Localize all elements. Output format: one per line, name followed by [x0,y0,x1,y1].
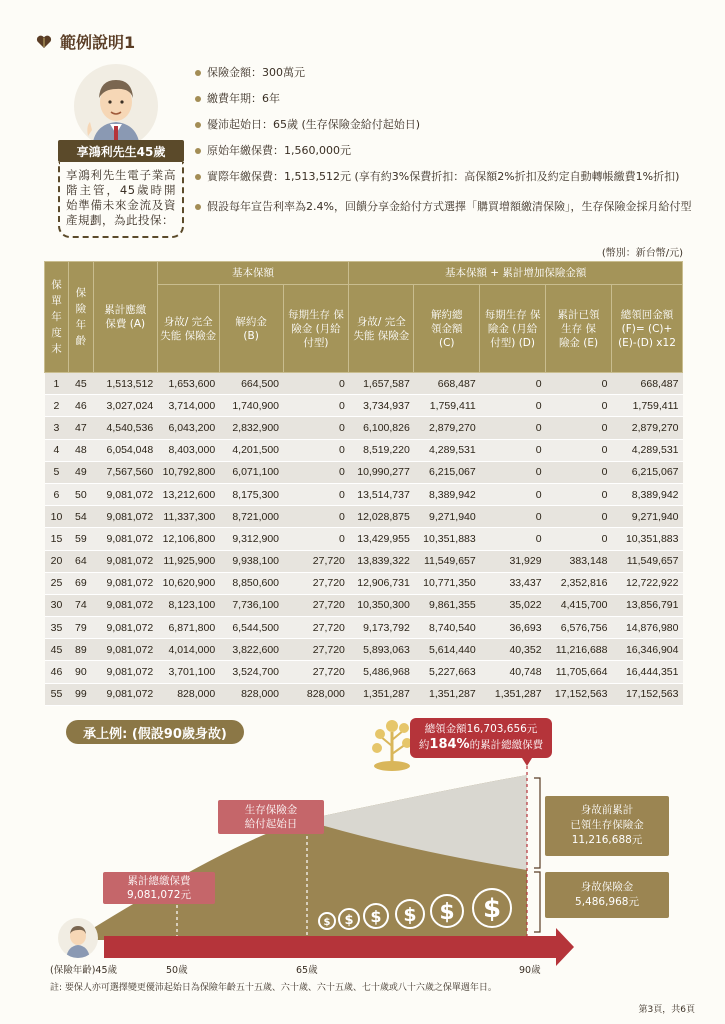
table-cell: 828,000 [283,683,349,705]
table-cell: 9,271,940 [414,506,480,528]
benefit-table [44,261,683,706]
total-premium-label: 累計總繳保費 9,081,072元 [103,872,215,904]
table-cell: 46 [45,661,69,683]
timeline-avatar [58,918,98,958]
table-cell: 45 [68,373,93,395]
table-cell: 11,705,664 [546,661,612,683]
table-cell: 1,351,287 [480,683,546,705]
table-cell: 0 [283,417,349,439]
table-cell: 5,227,663 [414,661,480,683]
table-cell: 828,000 [219,683,283,705]
table-cell: 11,337,300 [157,506,219,528]
table-cell: 0 [546,461,612,483]
table-cell: 4,415,700 [546,594,612,616]
table-cell: 8,519,220 [349,439,414,461]
total-return-callout: 總領金額16,703,656元 約184%的累計總繳保費 [410,718,552,758]
table-row [45,417,683,439]
table-cell: 36,693 [480,617,546,639]
table-row [45,639,683,661]
table-cell: 9,271,940 [611,506,682,528]
detail-item: 繳費年期：6年 [195,92,695,106]
table-cell: 2,352,816 [546,572,612,594]
table-cell: 49 [68,461,93,483]
header-year: 保單年度末 [45,262,69,373]
section-title-text: 範例說明1 [60,33,136,52]
table-cell: 74 [68,594,93,616]
svg-text:$: $ [344,913,354,928]
table-cell: 1,653,600 [157,373,219,395]
detail-item: 原始年繳保費：1,560,000元 [195,144,695,158]
table-row [45,373,683,395]
table-cell: 11,925,900 [157,550,219,572]
header-total-cumulative: 累計已領 生存 保險金 (E) [546,285,612,373]
table-cell: 0 [283,461,349,483]
table-cell: 27,720 [283,639,349,661]
table-cell: 13,856,791 [611,594,682,616]
header-premium: 累計應繳保費 (A) [93,262,157,373]
table-cell: 8,123,100 [157,594,219,616]
table-row [45,550,683,572]
header-total-surrender: 解約總 領金額 (C) [414,285,480,373]
table-cell: 12,028,875 [349,506,414,528]
header-total-return: 總領回金額 (F)= (C)+(E)-(D) x12 [611,285,682,373]
table-cell: 11,216,688 [546,639,612,661]
table-cell: 35,022 [480,594,546,616]
axis-start-label: (保險年齡)45歲 [50,965,118,976]
table-cell: 8,721,000 [219,506,283,528]
table-cell: 6 [45,483,69,505]
table-cell: 0 [480,373,546,395]
table-cell: 9,938,100 [219,550,283,572]
person-avatar [74,64,158,148]
table-cell: 9,081,072 [93,594,157,616]
table-cell: 10,351,883 [414,528,480,550]
table-cell: 3,027,024 [93,395,157,417]
table-cell: 5,893,063 [349,639,414,661]
table-cell: 0 [480,417,546,439]
table-cell: 10,350,300 [349,594,414,616]
detail-item: 假設每年宣告利率為2.4%，回饋分享金給付方式選擇「購買增額繳清保險」，生存保險金採月給付型 [195,196,695,218]
table-cell: 27,720 [283,617,349,639]
table-cell: 27,720 [283,550,349,572]
table-cell: 13,212,600 [157,483,219,505]
table-cell: 0 [480,528,546,550]
table-cell: 12,106,800 [157,528,219,550]
table-cell: 6,043,200 [157,417,219,439]
table-cell: 10,351,883 [611,528,682,550]
table-cell: 9,081,072 [93,506,157,528]
table-cell: 0 [283,439,349,461]
table-cell: 33,437 [480,572,546,594]
table-cell: 1,759,411 [414,395,480,417]
axis-tick-90: 90歲 [519,965,541,976]
header-group-total: 基本保額 + 累計增加保險金額 [349,262,683,285]
survival-start-label: 生存保險金 給付起始日 [218,800,324,834]
table-cell: 1,657,587 [349,373,414,395]
table-cell: 12,906,731 [349,572,414,594]
table-row [45,572,683,594]
table-cell: 4,540,536 [93,417,157,439]
table-cell: 2,879,270 [611,417,682,439]
table-cell: 13,839,322 [349,550,414,572]
svg-text:$: $ [323,917,331,928]
table-cell: 668,487 [414,373,480,395]
table-cell: 9,081,072 [93,550,157,572]
table-cell: 5,614,440 [414,639,480,661]
table-cell: 0 [480,439,546,461]
table-cell: 8,740,540 [414,617,480,639]
table-cell: 0 [546,483,612,505]
header-basic-death: 身故/ 完全失能 保險金 [157,285,219,373]
policy-details [195,66,695,230]
table-cell: 3,714,000 [157,395,219,417]
header-total-death: 身故/ 完全失能 保險金 [349,285,414,373]
table-cell: 1,351,287 [414,683,480,705]
table-cell: 0 [283,483,349,505]
table-cell: 4 [45,439,69,461]
table-cell: 50 [68,483,93,505]
table-cell: 0 [546,439,612,461]
table-cell: 35 [45,617,69,639]
table-cell: 9,081,072 [93,572,157,594]
svg-text:$: $ [370,907,382,926]
table-row [45,395,683,417]
table-cell: 1,740,900 [219,395,283,417]
table-cell: 40,352 [480,639,546,661]
header-basic-survival: 每期生存 保險金 (月給付型) [283,285,349,373]
table-cell: 0 [546,506,612,528]
table-cell: 31,929 [480,550,546,572]
death-benefit-label: 身故保險金 5,486,968元 [545,872,669,918]
table-cell: 10,990,277 [349,461,414,483]
table-cell: 3,524,700 [219,661,283,683]
table-cell: 4,014,000 [157,639,219,661]
table-cell: 8,389,942 [414,483,480,505]
table-row [45,661,683,683]
money-tree-icon [370,714,414,772]
table-cell: 27,720 [283,572,349,594]
table-cell: 79 [68,617,93,639]
header-basic-surrender: 解約金 (B) [219,285,283,373]
table-cell: 55 [45,683,69,705]
table-row [45,439,683,461]
footnote: 註: 要保人亦可選擇變更優沛起始日為保險年齡五十五歲、六十歲、六十五歲、七十歲或八十六歲之保單週年日。 [50,983,497,993]
page-indicator: 第3頁，共6頁 [638,1005,695,1015]
illustration-title: 承上例: (假設90歲身故) [66,720,244,744]
header-group-basic: 基本保額 [157,262,349,285]
table-cell: 20 [45,550,69,572]
table-cell: 6,100,826 [349,417,414,439]
table-cell: 14,876,980 [611,617,682,639]
table-cell: 6,871,800 [157,617,219,639]
table-cell: 0 [546,417,612,439]
table-cell: 40,748 [480,661,546,683]
table-cell: 383,148 [546,550,612,572]
table-cell: 7,736,100 [219,594,283,616]
table-cell: 47 [68,417,93,439]
table-cell: 3,734,937 [349,395,414,417]
table-cell: 828,000 [157,683,219,705]
table-cell: 46 [68,395,93,417]
table-cell: 664,500 [219,373,283,395]
table-cell: 45 [45,639,69,661]
table-cell: 0 [546,528,612,550]
table-cell: 9,081,072 [93,617,157,639]
table-cell: 6,576,756 [546,617,612,639]
table-row [45,483,683,505]
table-cell: 99 [68,683,93,705]
table-cell: 3 [45,417,69,439]
table-cell: 10,792,800 [157,461,219,483]
svg-text:$: $ [482,894,502,924]
table-cell: 0 [283,395,349,417]
table-cell: 2,879,270 [414,417,480,439]
table-cell: 12,722,922 [611,572,682,594]
cumulative-survival-label: 身故前累計 已領生存保險金 11,216,688元 [545,796,669,856]
table-cell: 15 [45,528,69,550]
table-cell: 8,175,300 [219,483,283,505]
table-cell: 6,215,067 [611,461,682,483]
table-cell: 4,201,500 [219,439,283,461]
table-cell: 0 [480,395,546,417]
table-cell: 64 [68,550,93,572]
table-cell: 2 [45,395,69,417]
table-cell: 9,173,792 [349,617,414,639]
table-cell: 27,720 [283,661,349,683]
table-cell: 6,071,100 [219,461,283,483]
table-cell: 6,215,067 [414,461,480,483]
table-cell: 10,620,900 [157,572,219,594]
table-cell: 9,081,072 [93,528,157,550]
table-cell: 17,152,563 [611,683,682,705]
table-cell: 0 [283,506,349,528]
table-row [45,461,683,483]
table-cell: 0 [546,395,612,417]
axis-tick-65: 65歲 [296,965,318,976]
heart-icon [36,35,52,49]
table-cell: 9,081,072 [93,639,157,661]
table-cell: 25 [45,572,69,594]
table-row [45,506,683,528]
table-cell: 0 [283,528,349,550]
table-cell: 11,549,657 [414,550,480,572]
table-cell: 90 [68,661,93,683]
table-cell: 16,444,351 [611,661,682,683]
table-cell: 6,544,500 [219,617,283,639]
detail-item: 優沛起始日：65歲 (生存保險金給付起始日) [195,118,695,132]
table-cell: 1,759,411 [611,395,682,417]
table-cell: 10 [45,506,69,528]
table-cell: 9,312,900 [219,528,283,550]
table-cell: 4,289,531 [414,439,480,461]
axis-tick-50: 50歲 [166,965,188,976]
table-cell: 9,081,072 [93,483,157,505]
table-cell: 16,346,904 [611,639,682,661]
table-cell: 13,429,955 [349,528,414,550]
table-cell: 8,850,600 [219,572,283,594]
table-cell: 59 [68,528,93,550]
table-cell: 27,720 [283,594,349,616]
table-cell: 8,389,942 [611,483,682,505]
table-cell: 11,549,657 [611,550,682,572]
currency-note: (幣別：新台幣/元) [601,248,683,259]
table-cell: 1,513,512 [93,373,157,395]
svg-text:$: $ [439,900,455,925]
table-cell: 3,822,600 [219,639,283,661]
table-cell: 668,487 [611,373,682,395]
table-row [45,617,683,639]
table-cell: 89 [68,639,93,661]
svg-text:$: $ [403,904,417,926]
table-cell: 9,081,072 [93,661,157,683]
table-cell: 0 [546,373,612,395]
table-cell: 13,514,737 [349,483,414,505]
table-cell: 0 [480,483,546,505]
table-cell: 1,351,287 [349,683,414,705]
table-cell: 7,567,560 [93,461,157,483]
table-cell: 0 [283,373,349,395]
table-cell: 2,832,900 [219,417,283,439]
header-age: 保險年齡 [68,262,93,373]
table-cell: 17,152,563 [546,683,612,705]
table-cell: 1 [45,373,69,395]
person-name: 享鴻利先生45歲 [58,140,184,162]
table-cell: 5,486,968 [349,661,414,683]
detail-item: 保險金額：300萬元 [195,66,695,80]
table-cell: 5 [45,461,69,483]
table-cell: 10,771,350 [414,572,480,594]
table-cell: 0 [480,461,546,483]
table-cell: 54 [68,506,93,528]
table-cell: 0 [480,506,546,528]
table-cell: 48 [68,439,93,461]
table-row [45,528,683,550]
table-cell: 4,289,531 [611,439,682,461]
section-title [36,30,135,53]
table-cell: 69 [68,572,93,594]
table-row [45,594,683,616]
detail-item: 實際年繳保費：1,513,512元 (享有約3%保費折扣：高保額2%折扣及約定自動轉帳繳費1%折扣) [195,170,695,184]
table-cell: 30 [45,594,69,616]
person-description: 享鴻利先生電子業高階主管，45歲時開始準備未來金流及資產規劃，為此投保： [58,162,184,238]
header-total-survival: 每期生存 保險金 (月給付型) (D) [480,285,546,373]
table-cell: 9,081,072 [93,683,157,705]
table-cell: 9,861,355 [414,594,480,616]
table-cell: 3,701,100 [157,661,219,683]
table-cell: 8,403,000 [157,439,219,461]
table-cell: 6,054,048 [93,439,157,461]
